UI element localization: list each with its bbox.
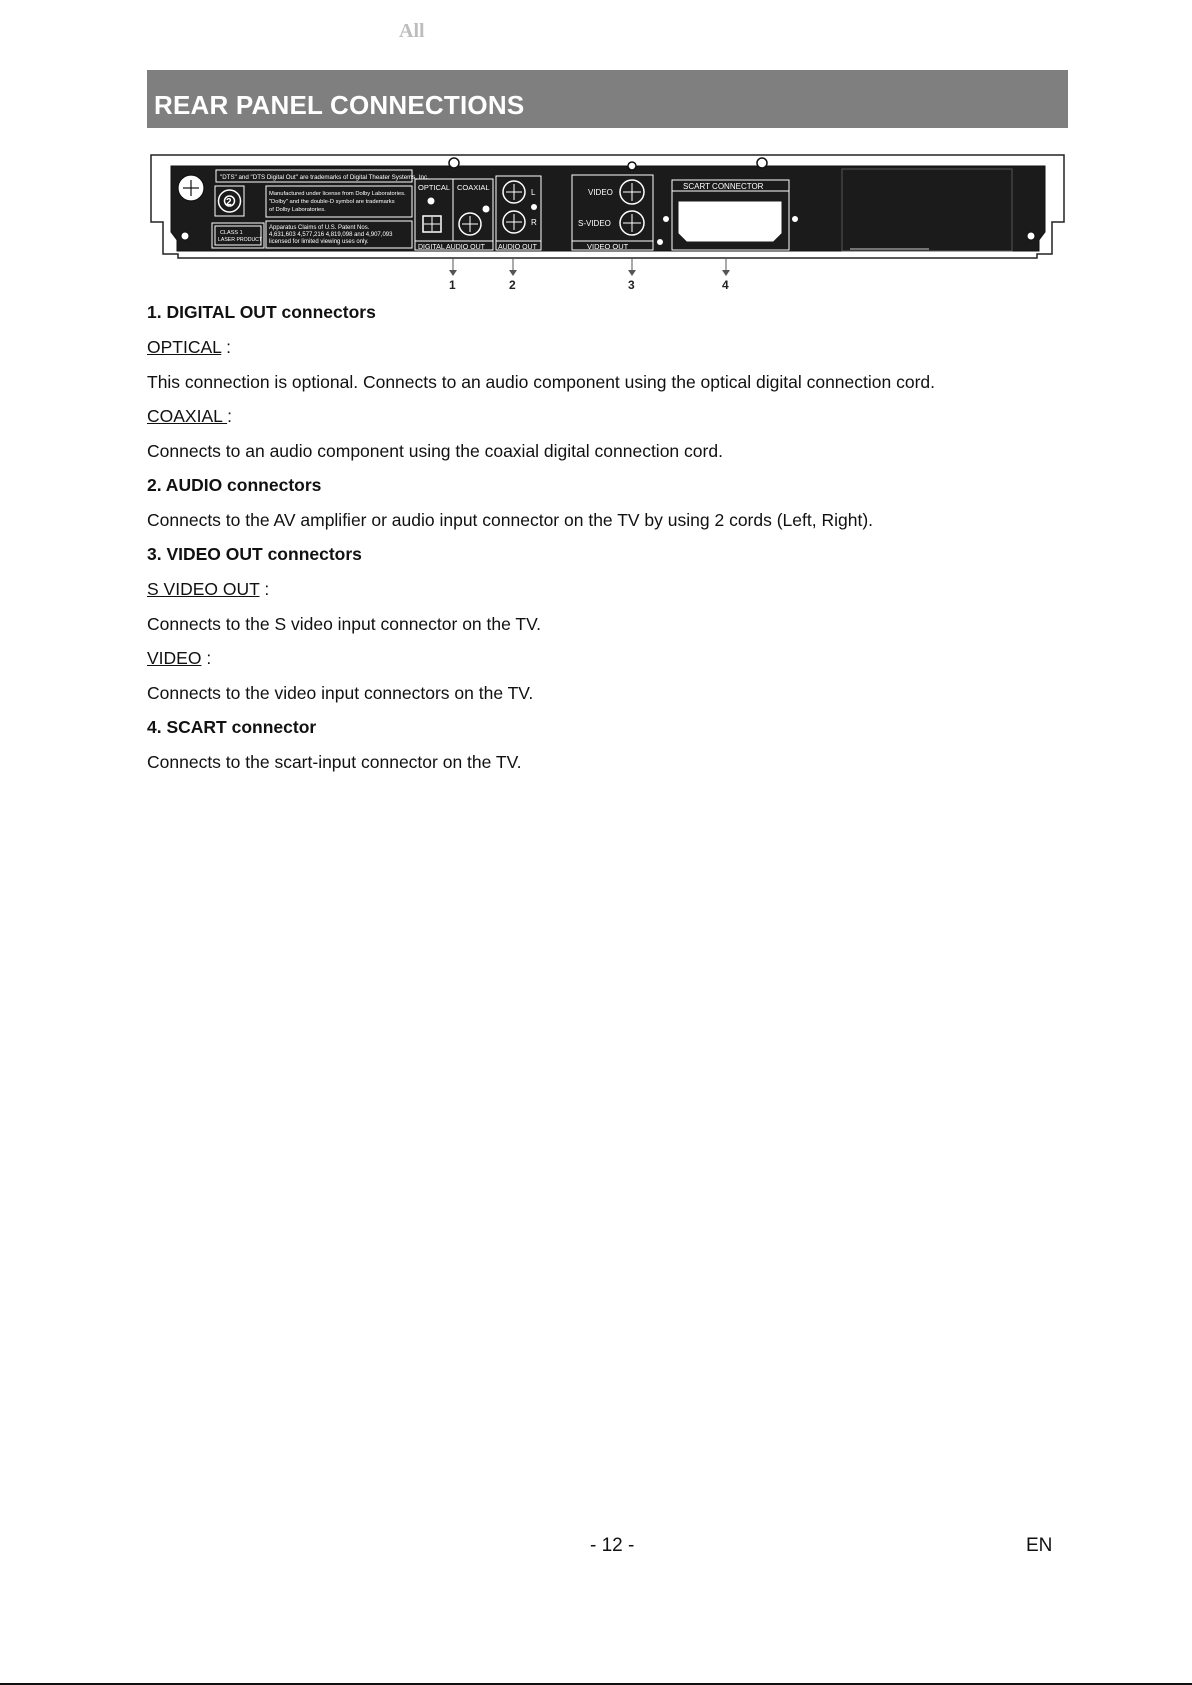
svideo-colon: : [259, 579, 270, 599]
scart-label: SCART CONNECTOR [683, 182, 764, 191]
video-port-label: VIDEO [588, 188, 613, 197]
patent-line-1: Apparatus Claims of U.S. Patent Nos. [269, 225, 370, 231]
coaxial-colon: : [227, 406, 232, 426]
coaxial-term: COAXIAL [147, 406, 228, 426]
video-colon: : [201, 648, 212, 668]
right-mount-hole [1027, 232, 1035, 240]
video-sublabel [147, 648, 211, 669]
optical-colon: : [221, 337, 231, 357]
scart-description: Connects to the scart-input connector on the TV. [147, 752, 522, 772]
optical-term: OPTICAL [147, 337, 222, 357]
callout-1: 1 [449, 278, 456, 292]
svideo-description: Connects to the S video input connector on the TV. [147, 614, 542, 634]
top-screw-2 [628, 162, 636, 170]
audio-out-label: AUDIO OUT [498, 244, 537, 251]
coaxial-description: Connects to an audio component using the coaxial digital connection cord. [147, 441, 723, 461]
svg-text:2: 2 [226, 197, 232, 208]
svideo-port-label: S-VIDEO [578, 219, 611, 228]
class-line-1: CLASS 1 [220, 230, 243, 236]
video-description: Connects to the video input connectors on the TV. [147, 683, 534, 703]
optical-port-label: OPTICAL [418, 183, 451, 192]
optical-description: This connection is optional. Connects to an audio component using the optical digital connection cord. [147, 372, 935, 392]
dolby-line-1: Manufactured under license from Dolby Laboratories. [269, 191, 406, 197]
digital-audio-out-label: DIGITAL AUDIO OUT [418, 244, 485, 251]
left-mount-hole [181, 232, 189, 240]
scart-heading: 4. SCART connector [147, 717, 317, 737]
audio-description: Connects to the AV amplifier or audio input connector on the TV by using 2 cords (Left, Right). [147, 510, 874, 530]
trademark-text: "DTS" and "DTS Digital Out" are trademarks of Digital Theater Systems, Inc. [220, 174, 429, 181]
top-screw-1 [449, 158, 459, 168]
header-mark: All [399, 20, 425, 42]
callout-3: 3 [628, 278, 635, 292]
svideo-term: S VIDEO OUT [147, 579, 260, 599]
video-out-label: VIDEO OUT [587, 242, 629, 251]
coaxial-port-label: COAXIAL [457, 183, 490, 192]
digital-out-heading: 1. DIGITAL OUT connectors [147, 302, 376, 322]
dolby-line-3: of Dolby Laboratories. [269, 207, 326, 213]
audio-heading: 2. AUDIO connectors [147, 475, 322, 495]
svideo-sublabel [147, 579, 269, 600]
coaxial-sublabel [147, 406, 232, 427]
audio-l-label: L [531, 188, 536, 197]
video-out-heading: 3. VIDEO OUT connectors [147, 544, 362, 564]
page-title: REAR PANEL CONNECTIONS [154, 90, 525, 120]
patent-line-2: 4,631,603 4,577,216 4,819,098 and 4,907,093 [269, 232, 393, 238]
top-screw-3 [757, 158, 767, 168]
optical-sublabel [147, 337, 231, 358]
page-number: - 12 - [590, 1535, 635, 1556]
class-line-2: LASER PRODUCT [218, 237, 263, 243]
language-code: EN [1026, 1535, 1053, 1556]
audio-r-label: R [531, 218, 537, 227]
scart-port [679, 202, 781, 241]
rear-panel-illustration [147, 150, 1068, 300]
video-term: VIDEO [147, 648, 202, 668]
rear-panel-diagram [147, 150, 1068, 300]
callout-4: 4 [722, 278, 729, 292]
dolby-line-2: "Dolby" and the double-D symbol are trademarks [269, 199, 395, 205]
section-title-bar [147, 70, 1068, 128]
callout-2: 2 [509, 278, 516, 292]
patent-line-3: licensed for limited viewing uses only. [269, 239, 369, 245]
